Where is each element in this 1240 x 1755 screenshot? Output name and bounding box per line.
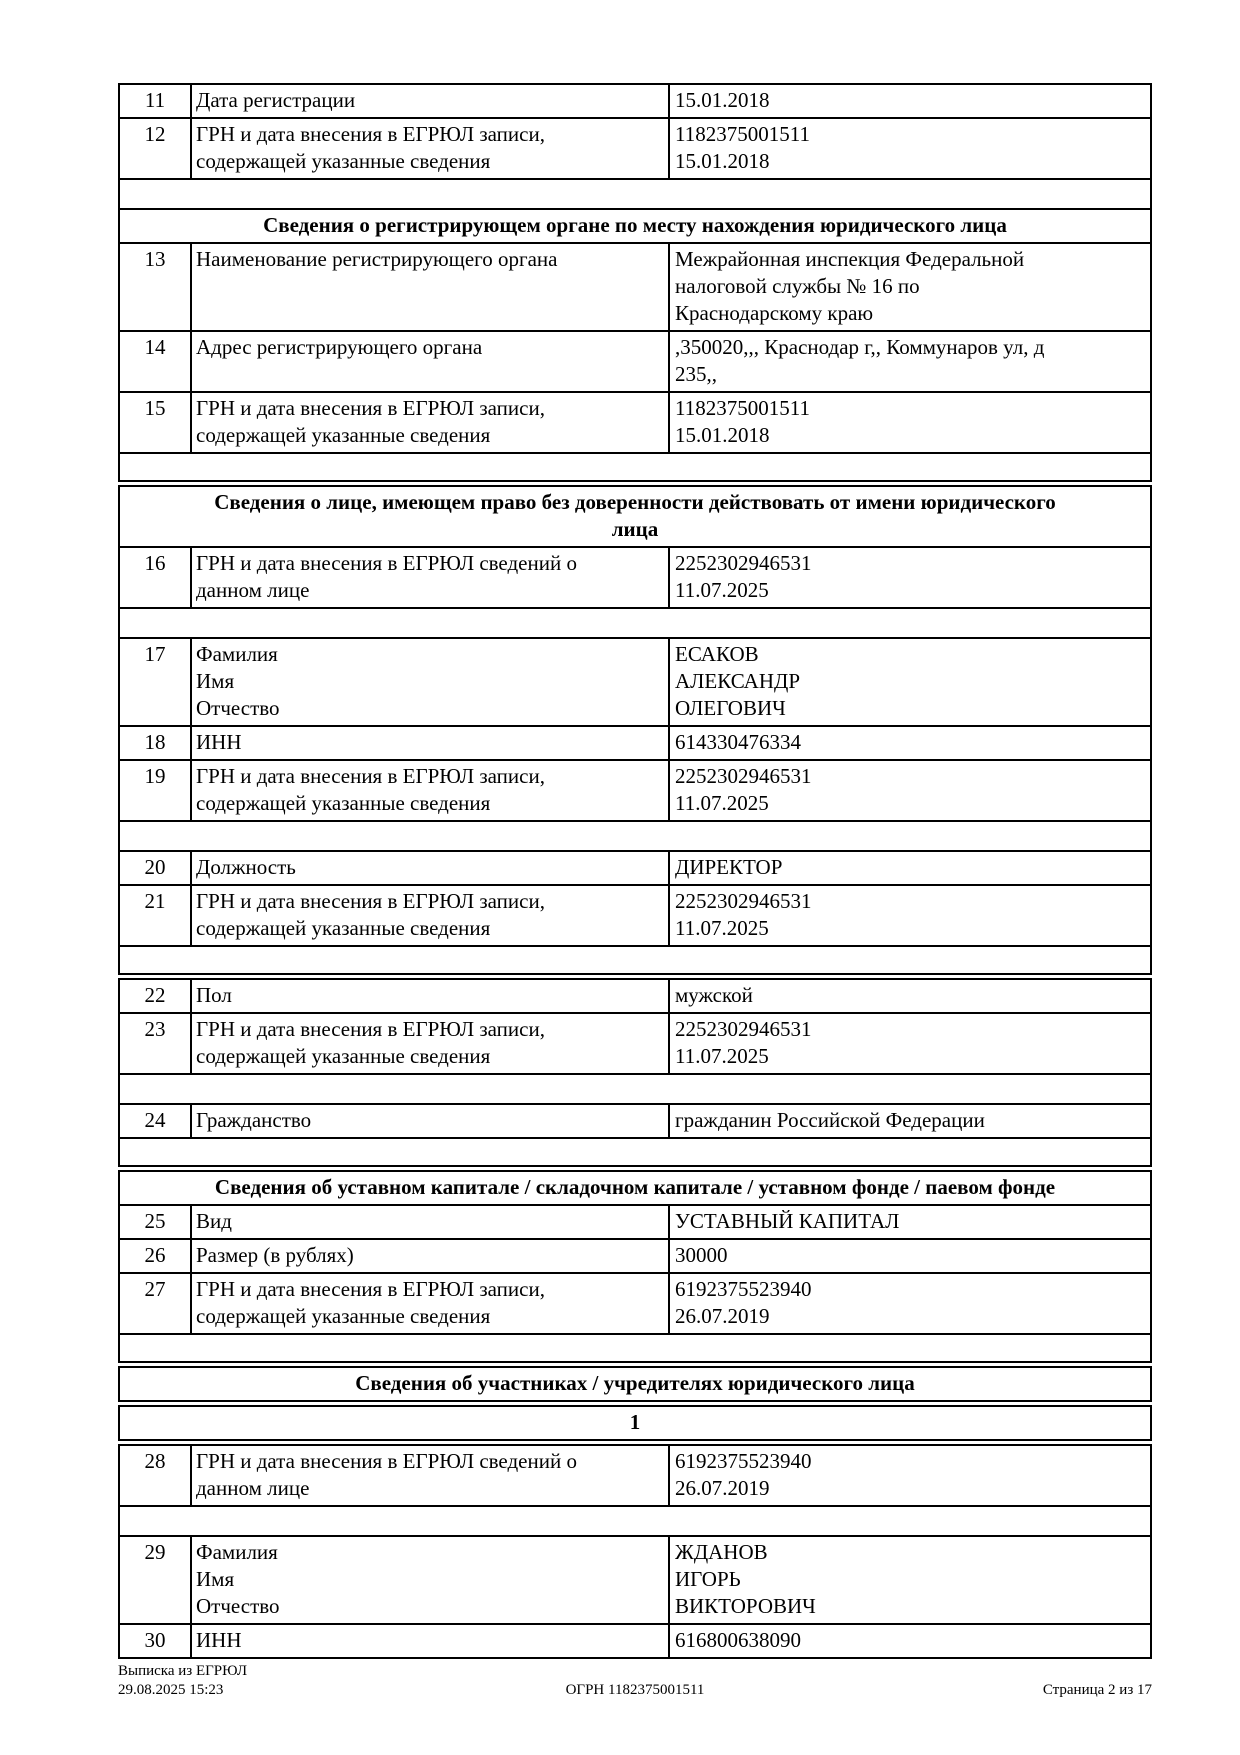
row-number: 19 xyxy=(120,761,192,820)
row-number: 29 xyxy=(120,1537,192,1623)
table-row xyxy=(120,85,1150,117)
row-label: ГРН и дата внесения в ЕГРЮЛ сведений о данном лице xyxy=(192,1446,670,1505)
section-header: Сведения о регистрирующем органе по месту нахождения юридического лица xyxy=(263,213,1007,237)
footer-left xyxy=(118,1662,566,1700)
row-label: Фамилия Имя Отчество xyxy=(192,1537,670,1623)
row-number: 20 xyxy=(120,852,192,884)
row-label: Наименование регистрирующего органа xyxy=(192,244,670,330)
table-row xyxy=(120,1238,1150,1272)
table-block-gender xyxy=(118,978,1152,1075)
row-value: 1182375001511 15.01.2018 xyxy=(675,396,810,447)
section-header: Сведения о лице, имеющем право без доверенности действовать от имени юридического лица xyxy=(214,490,1056,541)
section-header: Сведения об уставном капитале / складочном капитале / уставном фонде / паевом фонде xyxy=(214,1175,1056,1199)
row-value: 15.01.2018 xyxy=(675,88,770,112)
row-label: Адрес регистрирующего органа xyxy=(192,332,670,391)
row-label: Дата регистрации xyxy=(192,85,670,117)
footer-ogrn: ОГРН 1182375001511 xyxy=(565,1682,705,1698)
table-row xyxy=(120,242,1150,330)
egrul-extract-page xyxy=(118,83,1152,1659)
table-block-charter-capital xyxy=(118,1170,1152,1335)
row-number: 11 xyxy=(120,85,192,117)
table-row xyxy=(120,1012,1150,1073)
footer-doc-type: Выписка из ЕГРЮЛ xyxy=(118,1663,247,1679)
spacer-row xyxy=(118,1507,1152,1535)
row-label: Гражданство xyxy=(192,1105,670,1137)
section-header-row xyxy=(120,1368,1150,1400)
row-number: 16 xyxy=(120,548,192,607)
row-value: 614330476334 xyxy=(675,730,801,754)
table-block-citizenship xyxy=(118,1103,1152,1139)
row-number: 12 xyxy=(120,119,192,178)
table-block-registration xyxy=(118,83,1152,180)
row-number: 23 xyxy=(120,1014,192,1073)
row-number: 21 xyxy=(120,886,192,945)
row-value: 1182375001511 15.01.2018 xyxy=(675,122,810,173)
row-value: 6192375523940 26.07.2019 xyxy=(675,1277,812,1328)
table-row xyxy=(120,725,1150,759)
row-label: ГРН и дата внесения в ЕГРЮЛ записи, содержащей указанные сведения xyxy=(192,119,670,178)
row-label: ГРН и дата внесения в ЕГРЮЛ записи, содержащей указанные сведения xyxy=(192,393,670,452)
row-value: мужской xyxy=(675,983,753,1007)
row-value: 2252302946531 11.07.2025 xyxy=(675,889,812,940)
table-block-participant-number xyxy=(118,1405,1152,1441)
table-row xyxy=(120,1204,1150,1238)
spacer-row xyxy=(118,454,1152,482)
row-value: 6192375523940 26.07.2019 xyxy=(675,1449,812,1500)
participant-number: 1 xyxy=(629,1410,641,1434)
row-number: 13 xyxy=(120,244,192,330)
table-row xyxy=(120,117,1150,178)
table-block-position xyxy=(118,850,1152,947)
table-row xyxy=(120,1446,1150,1505)
row-label: ИНН xyxy=(192,727,670,759)
table-row xyxy=(120,759,1150,820)
row-number: 17 xyxy=(120,639,192,725)
row-value: ,350020,,, Краснодар г,, Коммунаров ул, д 235,, xyxy=(675,335,1045,386)
row-label: Пол xyxy=(192,980,670,1012)
table-row xyxy=(120,1623,1150,1657)
row-label: Фамилия Имя Отчество xyxy=(192,639,670,725)
table-block-participant-name xyxy=(118,1535,1152,1659)
row-value: гражданин Российской Федерации xyxy=(675,1108,985,1132)
table-row xyxy=(120,1272,1150,1333)
table-row xyxy=(120,884,1150,945)
footer-timestamp: 29.08.2025 15:23 xyxy=(118,1682,224,1698)
row-label: ГРН и дата внесения в ЕГРЮЛ сведений о данном лице xyxy=(192,548,670,607)
table-block-participant-grn xyxy=(118,1444,1152,1507)
spacer-row xyxy=(118,822,1152,850)
row-number: 26 xyxy=(120,1240,192,1272)
row-number: 27 xyxy=(120,1274,192,1333)
section-header-row xyxy=(120,487,1150,546)
table-block-participants-header xyxy=(118,1366,1152,1402)
participant-number-row xyxy=(120,1407,1150,1439)
page-footer xyxy=(118,1662,1152,1700)
row-label: Размер (в рублях) xyxy=(192,1240,670,1272)
row-number: 15 xyxy=(120,393,192,452)
row-number: 30 xyxy=(120,1625,192,1657)
section-header-row xyxy=(120,210,1150,242)
spacer-row xyxy=(118,947,1152,975)
row-label: ГРН и дата внесения в ЕГРЮЛ записи, содержащей указанные сведения xyxy=(192,886,670,945)
row-value: 2252302946531 11.07.2025 xyxy=(675,1017,812,1068)
row-label: Должность xyxy=(192,852,670,884)
spacer-row xyxy=(118,180,1152,208)
row-label: ГРН и дата внесения в ЕГРЮЛ записи, содержащей указанные сведения xyxy=(192,1274,670,1333)
table-block-person-name xyxy=(118,637,1152,822)
row-label: ГРН и дата внесения в ЕГРЮЛ записи, содержащей указанные сведения xyxy=(192,1014,670,1073)
table-row xyxy=(120,391,1150,452)
row-number: 25 xyxy=(120,1206,192,1238)
row-value: 2252302946531 11.07.2025 xyxy=(675,764,812,815)
row-value: ДИРЕКТОР xyxy=(675,855,783,879)
row-number: 18 xyxy=(120,727,192,759)
spacer-row xyxy=(118,1335,1152,1363)
row-label: Вид xyxy=(192,1206,670,1238)
row-number: 28 xyxy=(120,1446,192,1505)
section-header-row xyxy=(120,1172,1150,1204)
spacer-row xyxy=(118,609,1152,637)
table-row xyxy=(120,852,1150,884)
row-value: ЖДАНОВ ИГОРЬ ВИКТОРОВИЧ xyxy=(675,1540,816,1618)
row-label: ГРН и дата внесения в ЕГРЮЛ записи, содержащей указанные сведения xyxy=(192,761,670,820)
section-header: Сведения об участниках / учредителях юридического лица xyxy=(355,1371,915,1395)
row-number: 24 xyxy=(120,1105,192,1137)
table-row xyxy=(120,546,1150,607)
table-block-authorized-person xyxy=(118,485,1152,609)
spacer-row xyxy=(118,1139,1152,1167)
table-row xyxy=(120,980,1150,1012)
row-value: 616800638090 xyxy=(675,1628,801,1652)
footer-page-number: Страница 2 из 17 xyxy=(1042,1682,1152,1698)
row-value: 2252302946531 11.07.2025 xyxy=(675,551,812,602)
table-row xyxy=(120,1537,1150,1623)
table-block-registering-authority xyxy=(118,208,1152,454)
row-label: ИНН xyxy=(192,1625,670,1657)
row-value: ЕСАКОВ АЛЕКСАНДР ОЛЕГОВИЧ xyxy=(675,642,801,720)
row-value: 30000 xyxy=(675,1243,728,1267)
table-row xyxy=(120,330,1150,391)
row-value: УСТАВНЫЙ КАПИТАЛ xyxy=(675,1209,900,1233)
row-number: 14 xyxy=(120,332,192,391)
table-row xyxy=(120,1105,1150,1137)
spacer-row xyxy=(118,1075,1152,1103)
table-row xyxy=(120,639,1150,725)
row-value: Межрайонная инспекция Федеральной налоговой службы № 16 по Краснодарскому краю xyxy=(675,247,1025,325)
row-number: 22 xyxy=(120,980,192,1012)
